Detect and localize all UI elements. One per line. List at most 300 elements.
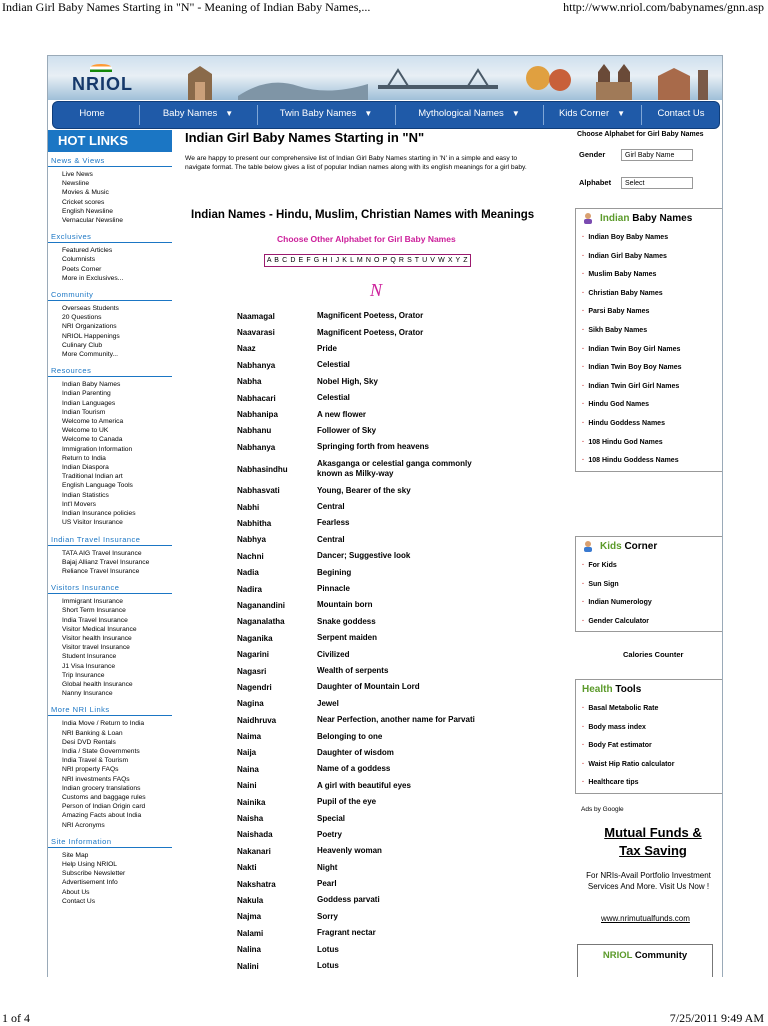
meaning-cell: Goddess parvati <box>317 895 380 905</box>
sidebar-link[interactable]: Int'l Movers <box>62 500 96 508</box>
bullet-icon: · <box>582 289 585 297</box>
health-tools-box <box>575 679 723 794</box>
nriol-community-box <box>577 944 713 977</box>
baby-name-cell: Nabhacari <box>237 393 276 403</box>
table-row <box>237 374 477 390</box>
box-link[interactable] <box>576 415 722 434</box>
sidebar-link[interactable]: Live News <box>62 171 93 178</box>
sidebar-link[interactable]: NRI Organizations <box>62 323 117 331</box>
choose-alphabet-title: Choose Alphabet for Girl Baby Names <box>577 131 704 138</box>
table-row <box>237 679 477 695</box>
meaning-cell: Civilized <box>317 649 350 659</box>
sidebar-link[interactable]: NRIOL Happenings <box>62 332 120 340</box>
current-letter: N <box>370 280 383 300</box>
table-row <box>237 564 477 580</box>
box-link[interactable] <box>576 248 722 267</box>
print-footer <box>0 1011 768 1024</box>
box-link-label: Indian Twin Boy Boy Names <box>588 364 682 372</box>
box-link-label: Parsi Baby Names <box>588 308 650 316</box>
meaning-cell: Daughter of Mountain Lord <box>317 682 420 692</box>
baby-name-cell: Nabhanya <box>237 360 276 370</box>
table-row <box>237 532 477 548</box>
gender-label: Gender <box>579 150 606 159</box>
bullet-icon: · <box>582 234 585 241</box>
bullet-icon: · <box>582 419 585 427</box>
bullet-icon: · <box>582 760 585 768</box>
sidebar-link[interactable]: Short Term Insurance <box>62 607 126 615</box>
baby-name-cell: Nagendri <box>237 682 272 692</box>
bullet-icon: · <box>582 326 585 334</box>
sidebar-link-group <box>48 377 172 530</box>
meaning-cell: Pupil of the eye <box>317 797 377 807</box>
bullet-icon: · <box>582 617 585 625</box>
bullet-icon: · <box>582 252 585 260</box>
table-row <box>237 712 477 728</box>
baby-name-cell: Nagarini <box>237 650 270 660</box>
sidebar-link[interactable]: India Travel Insurance <box>62 616 128 624</box>
baby-name-cell: Nalina <box>237 945 262 955</box>
sidebar-link[interactable]: Person of Indian Origin card <box>62 803 146 811</box>
meaning-cell: Pearl <box>317 879 337 889</box>
sidebar-section-title: Visitors Insurance <box>48 581 172 594</box>
box-link-label: Gender Calculator <box>588 617 650 625</box>
table-row <box>237 390 477 406</box>
baby-name-cell: Nabhitha <box>237 518 272 528</box>
table-row <box>237 827 477 843</box>
nav-home[interactable]: Home <box>79 108 105 119</box>
bullet-icon: · <box>582 271 585 279</box>
meaning-cell: Fragrant nectar <box>317 928 376 938</box>
bullet-icon: · <box>582 438 585 446</box>
meaning-cell: Pride <box>317 343 338 353</box>
table-row <box>237 941 477 957</box>
box-link[interactable] <box>576 341 722 360</box>
table-row <box>237 439 477 455</box>
sidebar-link[interactable]: Global health Insurance <box>62 680 133 688</box>
sidebar-link[interactable]: Help Using NRIOL <box>62 860 118 868</box>
bullet-icon: · <box>582 382 585 390</box>
box-link[interactable] <box>576 285 722 304</box>
box-link[interactable] <box>576 557 722 576</box>
sidebar-link[interactable]: Nanny Insurance <box>62 690 113 698</box>
sidebar-section-title: More NRI Links <box>48 703 172 716</box>
baby-name-cell: Naganalatha <box>237 617 285 627</box>
box-link[interactable] <box>576 700 722 719</box>
sidebar-link[interactable]: Visitor health Insurance <box>62 634 132 642</box>
ad-description: For NRIs-Avail Portfolio Investment Services And More. Visit Us Now ! <box>586 871 711 891</box>
sidebar-link[interactable]: Contact Us <box>62 897 96 905</box>
box-link[interactable] <box>576 396 722 415</box>
table-row <box>237 925 477 941</box>
table-row <box>237 745 477 761</box>
sidebar-link[interactable]: Site Map <box>62 851 89 859</box>
baby-name-cell: Naidhruva <box>237 715 277 725</box>
box-link-label: Hindu God Names <box>588 401 650 409</box>
sidebar-link[interactable]: NRI Acronyms <box>62 821 105 829</box>
table-row <box>237 696 477 712</box>
box-link[interactable] <box>576 229 722 248</box>
page-title: Indian Girl Baby Names Starting in "N" <box>185 130 425 145</box>
meaning-cell: Fearless <box>317 518 350 528</box>
baby-name-cell: Naaz <box>237 344 256 354</box>
sidebar-link-group <box>48 301 172 362</box>
sidebar-link[interactable]: Advertisement Info <box>62 879 118 887</box>
hot-links-title: HOT LINKS <box>48 130 172 152</box>
table-row <box>237 406 477 422</box>
baby-name-cell: Naisha <box>237 814 264 824</box>
sidebar-link[interactable]: J1 Visa Insurance <box>62 662 116 670</box>
sidebar-link[interactable]: NRI investments FAQs <box>62 775 130 783</box>
sidebar-link[interactable]: Poets Corner <box>62 265 102 273</box>
table-row <box>237 581 477 597</box>
baby-name-cell: Nakshatra <box>237 879 276 889</box>
meaning-cell: Young, Bearer of the sky <box>317 485 411 495</box>
table-row <box>237 548 477 564</box>
meaning-cell: Springing forth from heavens <box>317 442 430 452</box>
bullet-icon: · <box>582 742 585 750</box>
sidebar-link[interactable]: English Newsline <box>62 207 113 215</box>
page-frame <box>47 55 723 977</box>
sidebar-link[interactable]: Welcome to Canada <box>62 436 123 444</box>
sidebar-link[interactable]: US Visitor Insurance <box>62 519 123 527</box>
sidebar-section-title: Exclusives <box>48 230 172 243</box>
box-link-label: Waist Hip Ratio calculator <box>588 760 675 768</box>
box-link[interactable] <box>576 774 722 793</box>
sidebar-link[interactable]: Columnists <box>62 256 96 264</box>
meaning-cell: Magnificent Poetess, Orator <box>317 311 424 321</box>
baby-name-cell: Najma <box>237 912 262 922</box>
sidebar-link[interactable]: Bajaj Allianz Travel Insurance <box>62 558 150 566</box>
table-row <box>237 483 477 499</box>
sidebar-link[interactable]: More in Exclusives... <box>62 274 124 282</box>
table-row <box>237 499 477 515</box>
box-link[interactable] <box>576 594 722 613</box>
bullet-icon: · <box>582 364 585 372</box>
print-header-title: Indian Girl Baby Names Starting in "N" - Meaning of Indian Baby Names,... <box>2 0 371 14</box>
box-link-label: Indian Twin Girl Girl Names <box>588 382 680 390</box>
baby-name-cell: Nakanari <box>237 846 271 856</box>
meaning-cell: Celestial <box>317 360 350 370</box>
sidebar-link[interactable]: Indian Languages <box>62 399 116 407</box>
sidebar-link[interactable]: Amazing Facts about India <box>62 812 142 820</box>
table-row <box>237 341 477 357</box>
meaning-cell: Belonging to one <box>317 731 383 741</box>
baby-name-cell: Nadia <box>237 568 259 578</box>
nav-twin-baby-names[interactable]: Twin Baby Names ▼ <box>279 108 373 119</box>
sidebar-link[interactable]: NRI property FAQs <box>62 766 119 774</box>
chevron-down-icon: ▼ <box>364 109 373 118</box>
nav-divider <box>641 105 642 125</box>
sidebar-link[interactable]: Movies & Music <box>62 189 109 197</box>
sidebar-link[interactable]: TATA AIG Travel Insurance <box>62 549 142 557</box>
sidebar-link-group <box>48 546 172 580</box>
box-link-label: Basal Metabolic Rate <box>588 705 659 712</box>
intro-text: We are happy to present our comprehensive list of Indian Girl Baby Names starting in 'N' in a simple and easy to navigate format. The table below gives a list of popular Indian names along with its english meanings for a girl baby. <box>185 155 527 171</box>
sidebar-link-group <box>48 716 172 832</box>
bullet-icon: · <box>582 562 585 569</box>
baby-names-box-title: Indian Baby Names <box>576 209 722 229</box>
nav-contact-us[interactable]: Contact Us <box>657 108 705 119</box>
meaning-cell: Special <box>317 813 346 823</box>
sidebar-link[interactable]: Overseas Students <box>62 305 119 313</box>
sidebar-link[interactable]: Customs and baggage rules <box>62 793 146 801</box>
nav-divider <box>139 105 140 125</box>
sidebar-link-group <box>48 848 172 909</box>
sidebar-link[interactable]: Subscribe Newsletter <box>62 870 126 878</box>
meaning-cell: Jewel <box>317 698 339 708</box>
sidebar-link[interactable]: Indian Diaspora <box>62 464 109 472</box>
meaning-cell: Daughter of wisdom <box>317 747 394 757</box>
box-link-label: 108 Hindu Goddess Names <box>588 457 679 465</box>
sidebar-link[interactable]: Indian Parenting <box>62 390 111 398</box>
box-link[interactable] <box>576 359 722 378</box>
meaning-cell: Dancer; Suggestive look <box>317 551 411 561</box>
box-link[interactable] <box>576 452 722 471</box>
box-link[interactable] <box>576 576 722 595</box>
baby-name-cell: Naganika <box>237 633 273 643</box>
table-row <box>237 614 477 630</box>
sidebar-link[interactable]: Vernacular Newsline <box>62 217 123 225</box>
baby-name-cell: Nabhasindhu <box>237 464 288 474</box>
table-row <box>237 761 477 777</box>
print-header <box>0 0 768 16</box>
nav-kids-corner[interactable]: Kids Corner ▼ <box>558 108 626 119</box>
meaning-cell: A girl with beautiful eyes <box>317 780 411 790</box>
community-box-title: NRIOL Community <box>602 950 688 961</box>
baby-name-cell: Nalini <box>237 961 259 971</box>
baby-name-cell: Naavarasi <box>237 328 275 338</box>
flag-icon <box>90 64 112 72</box>
chevron-down-icon: ▼ <box>225 109 234 118</box>
sidebar-link[interactable]: Indian grocery translations <box>62 784 141 792</box>
sidebar-link-group <box>48 594 172 701</box>
table-row <box>237 630 477 646</box>
sidebar-link[interactable]: Trip Insurance <box>62 671 105 679</box>
chevron-down-icon: ▼ <box>511 109 520 118</box>
sidebar-link[interactable]: Indian Tourism <box>62 408 106 416</box>
box-link-label: Christian Baby Names <box>588 289 663 297</box>
nav-divider <box>543 105 544 125</box>
nav-baby-names[interactable]: Baby Names ▼ <box>162 108 234 119</box>
banner <box>48 56 722 100</box>
nav-divider <box>395 105 396 125</box>
meaning-cell: Mountain born <box>317 600 373 610</box>
sidebar-link[interactable]: Return to India <box>62 454 106 462</box>
sidebar-link[interactable]: Culinary Club <box>62 341 103 349</box>
baby-name-cell: Nainika <box>237 797 266 807</box>
box-link-label: Indian Girl Baby Names <box>588 252 667 260</box>
ad-url-link[interactable]: www.nrimutualfunds.com <box>601 914 690 923</box>
sidebar-link[interactable]: Visitor travel Insurance <box>62 644 130 652</box>
table-row <box>237 357 477 373</box>
bullet-icon: · <box>582 723 585 731</box>
sidebar-link[interactable]: India Travel & Tourism <box>62 757 129 765</box>
sidebar-link[interactable]: India / State Governments <box>62 747 140 755</box>
box-link-label: Indian Numerology <box>588 599 652 607</box>
baby-name-cell: Nagina <box>237 699 264 709</box>
table-row <box>237 324 477 340</box>
print-header-url: http://www.nriol.com/babynames/gnn.asp <box>563 0 764 14</box>
sidebar-link[interactable]: Reliance Travel Insurance <box>62 567 140 575</box>
logo-text: NRIOL <box>72 74 133 94</box>
kids-corner-box <box>575 536 723 632</box>
banner-landmarks-image <box>178 56 722 100</box>
meaning-cell: Poetry <box>317 829 342 839</box>
baby-name-cell: Nabha <box>237 377 262 387</box>
baby-icon <box>582 212 594 224</box>
box-link-label: Body mass index <box>588 723 646 731</box>
meaning-cell: Nobel High, Sky <box>317 376 378 386</box>
nav-divider <box>257 105 258 125</box>
sidebar-link-group <box>48 243 172 286</box>
table-row <box>237 456 477 483</box>
main-nav <box>52 101 720 129</box>
table-row <box>237 810 477 826</box>
choose-alphabet-heading: Choose Other Alphabet for Girl Baby Names <box>277 234 456 244</box>
sidebar-link[interactable]: About Us <box>62 888 90 896</box>
baby-name-cell: Naija <box>237 748 257 758</box>
box-link-label: Body Fat estimator <box>588 742 652 750</box>
alphabet-select[interactable]: Select <box>621 177 693 189</box>
bullet-icon: · <box>582 308 585 316</box>
baby-name-cell: Nabhanipa <box>237 410 278 420</box>
box-link-label: Healthcare tips <box>588 779 639 787</box>
meaning-cell: Celestial <box>317 393 350 403</box>
table-row <box>237 909 477 925</box>
sidebar-link[interactable]: Indian Baby Names <box>62 381 121 389</box>
meaning-cell: Lotus <box>317 944 339 954</box>
baby-name-cell: Naganandini <box>237 600 286 610</box>
meaning-cell: Sorry <box>317 911 338 921</box>
sidebar-link[interactable]: NRI Banking & Loan <box>62 729 123 737</box>
ad-title-link[interactable]: Mutual Funds & Tax Saving <box>604 825 702 858</box>
box-link-label: Indian Boy Baby Names <box>588 234 669 241</box>
alphabet-links[interactable]: A B C D E F G H I J K L M N O P Q R S T U V W X Y Z <box>264 254 471 267</box>
sidebar-section-title: Site Information <box>48 835 172 848</box>
table-row <box>237 597 477 613</box>
baby-name-cell: Nabhi <box>237 502 260 512</box>
box-link[interactable] <box>576 322 722 341</box>
table-row <box>237 778 477 794</box>
sidebar-link[interactable]: Indian Insurance policies <box>62 510 136 518</box>
meaning-cell: Follower of Sky <box>317 425 377 435</box>
meaning-cell: Wealth of serpents <box>317 666 389 675</box>
sidebar-link[interactable]: Traditional Indian art <box>62 473 123 481</box>
table-row <box>237 958 477 974</box>
sidebar-link[interactable]: India Move / Return to India <box>62 720 145 728</box>
sidebar-link[interactable]: Featured Articles <box>62 247 113 255</box>
sidebar-section-title: Community <box>48 288 172 301</box>
meaning-cell: Central <box>317 534 345 544</box>
meaning-cell: Name of a goddess <box>317 764 391 774</box>
baby-name-cell: Nabhasvati <box>237 486 280 496</box>
sidebar-link[interactable]: 20 Questions <box>62 314 102 322</box>
table-row <box>237 423 477 439</box>
sidebar-link[interactable]: Indian Statistics <box>62 491 109 499</box>
box-link-label: Muslim Baby Names <box>588 271 657 279</box>
sidebar-link[interactable]: English Language Tools <box>62 482 133 490</box>
box-link-label: Hindu Goddess Names <box>588 419 665 427</box>
table-row <box>237 646 477 662</box>
kid-icon <box>582 540 594 552</box>
calories-counter-link[interactable]: Calories Counter <box>623 650 684 659</box>
alphabet-label: Alphabet <box>579 178 612 187</box>
baby-name-cell: Naini <box>237 781 257 791</box>
sidebar-section-title: News & Views <box>48 154 172 167</box>
table-row <box>237 515 477 531</box>
box-link[interactable] <box>576 737 722 756</box>
bullet-icon: · <box>582 705 585 712</box>
box-link[interactable] <box>576 719 722 738</box>
sidebar-link[interactable]: Cricket scores <box>62 198 105 206</box>
table-row <box>237 308 477 324</box>
meaning-cell: Lotus <box>317 961 339 971</box>
box-link-label: Indian Twin Boy Girl Names <box>588 345 681 353</box>
meaning-cell: Serpent maiden <box>317 633 378 643</box>
gender-select[interactable]: Girl Baby Name <box>621 149 693 161</box>
baby-name-cell: Nabhya <box>237 535 266 545</box>
sidebar-link[interactable]: Welcome to UK <box>62 427 109 435</box>
table-row <box>237 663 477 679</box>
meaning-cell: Night <box>317 862 338 872</box>
sidebar-link-group <box>48 167 172 228</box>
sidebar-link[interactable]: Student Insurance <box>62 653 117 661</box>
sidebar-link[interactable]: Visitor Medical Insurance <box>62 625 137 633</box>
sidebar-link[interactable]: More Community... <box>62 351 118 359</box>
baby-name-cell: Naima <box>237 732 262 742</box>
box-link[interactable] <box>576 266 722 285</box>
print-footer-datetime: 7/25/2011 9:49 AM <box>669 1011 764 1025</box>
meaning-cell: Snake goddess <box>317 616 376 626</box>
table-row <box>237 892 477 908</box>
box-link[interactable] <box>576 756 722 775</box>
meaning-cell: Begining <box>317 567 352 577</box>
sidebar-link[interactable]: Immigrant Insurance <box>62 598 123 606</box>
bullet-icon: · <box>582 599 585 607</box>
section-heading: Indian Names - Hindu, Muslim, Christian Names with Meanings <box>191 209 535 221</box>
table-row <box>237 843 477 859</box>
sidebar-link[interactable]: Welcome to America <box>62 418 124 426</box>
box-link-label: For Kids <box>588 562 617 569</box>
nriol-logo[interactable] <box>72 64 132 94</box>
box-link-label: Sikh Baby Names <box>588 326 648 334</box>
baby-name-cell: Naina <box>237 764 259 774</box>
sidebar-link[interactable]: Immigration Information <box>62 445 133 453</box>
box-link[interactable] <box>576 303 722 322</box>
nav-mythological-names[interactable]: Mythological Names ▼ <box>418 108 520 119</box>
indian-baby-names-box <box>575 208 723 472</box>
meaning-cell: Central <box>317 502 345 512</box>
baby-name-cell: Naamagal <box>237 311 275 321</box>
baby-name-cell: Nagasri <box>237 666 267 676</box>
meaning-cell: Magnificent Poetess, Orator <box>317 327 424 337</box>
box-link[interactable] <box>576 378 722 397</box>
bullet-icon: · <box>582 779 585 787</box>
table-row <box>237 876 477 892</box>
sidebar-link[interactable]: Desi DVD Rentals <box>62 738 116 746</box>
meaning-cell: Heavenly woman <box>317 846 382 856</box>
sidebar-link[interactable]: Newsline <box>62 180 90 188</box>
box-link[interactable] <box>576 434 722 453</box>
box-link[interactable] <box>576 613 722 632</box>
baby-name-cell: Nakula <box>237 895 264 905</box>
table-row <box>237 860 477 876</box>
chevron-down-icon: ▼ <box>617 109 626 118</box>
meaning-cell: A new flower <box>317 409 367 419</box>
bullet-icon: · <box>582 457 585 465</box>
bullet-icon: · <box>582 580 585 588</box>
hot-links-sidebar <box>48 130 172 909</box>
